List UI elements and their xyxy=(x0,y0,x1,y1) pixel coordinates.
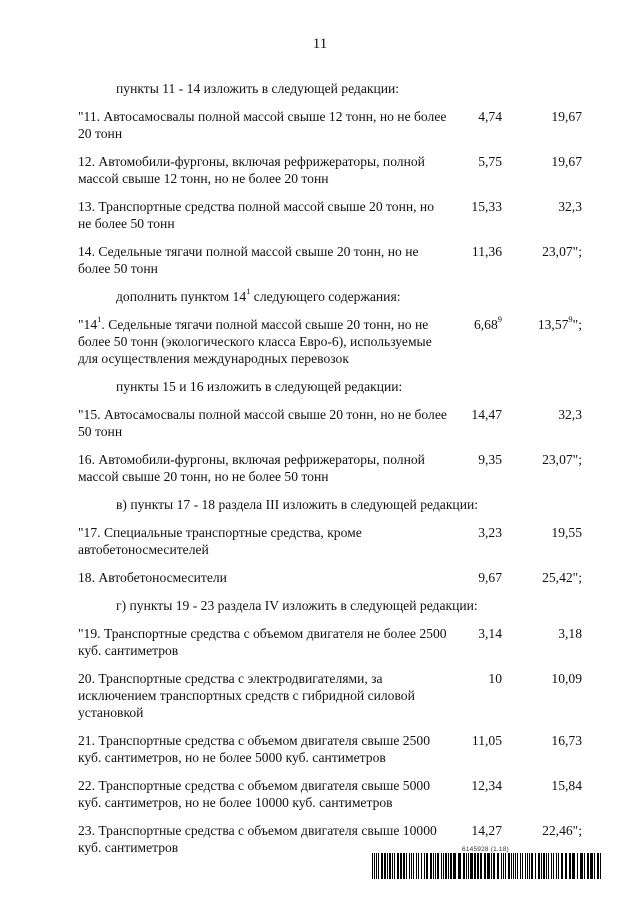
row-value-1: 14,27 xyxy=(471,823,502,838)
superscript: 9 xyxy=(497,314,502,325)
barcode-bar xyxy=(406,853,407,879)
barcode-bar xyxy=(587,853,589,879)
table-row xyxy=(78,314,582,367)
amendment-intro: пункты 15 и 16 изложить в следующей редакции: xyxy=(116,379,403,394)
row-text: 16. Автомобили-фургоны, включая рефрижераторы, полной массой свыше 20 тонн, но не более 50 тонн xyxy=(78,452,425,484)
table-row xyxy=(78,732,582,766)
barcode-bar xyxy=(474,853,476,879)
row-value-1: 3,14 xyxy=(478,626,502,641)
barcode-bar xyxy=(411,853,412,879)
barcode-bar xyxy=(543,853,545,879)
table-row xyxy=(78,569,582,586)
barcode-bar xyxy=(580,853,583,879)
row-value-1: 9,67 xyxy=(478,570,502,585)
barcode-bar xyxy=(541,853,542,879)
barcode-bar xyxy=(525,853,526,879)
row-value-2: 15,84 xyxy=(551,778,582,793)
row-text: 22. Транспортные средства с объемом двигателя свыше 5000 куб. сантиметров, но не более 10000 куб. сантиметров xyxy=(78,778,430,810)
barcode-bar xyxy=(535,853,536,879)
barcode-bar xyxy=(551,853,552,879)
row-value-1: 12,34 xyxy=(471,778,502,793)
row-text: "15. Автосамосвалы полной массой свыше 20 тонн, но не более 50 тонн xyxy=(78,407,447,439)
barcode-bar xyxy=(508,853,510,879)
barcode-bar xyxy=(421,853,422,879)
row-text: 20. Транспортные средства с электродвигателями, за исключением транспортных средств с гибридной силовой установкой xyxy=(78,671,415,720)
barcode-bar xyxy=(426,853,428,879)
row-text: 12. Автомобили-фургоны, включая рефрижераторы, полной массой свыше 12 тонн, но не более 20 тонн xyxy=(78,154,425,186)
barcode-bar xyxy=(424,853,425,879)
barcode-bar xyxy=(484,853,486,879)
barcode-bar xyxy=(505,853,506,879)
barcode-bar xyxy=(448,853,449,879)
row-value-2: 19,67 xyxy=(551,154,582,169)
barcode-bar xyxy=(466,853,467,879)
row-text-body: . Седельные тягачи полной массой свыше 20 тонн, но не более 50 тонн (экологического класса Евро-6), используемые для осуществления международных перевозок xyxy=(78,317,432,366)
row-text: 21. Транспортные средства с объемом двигателя свыше 2500 куб. сантиметров, но не более 5000 куб. сантиметров xyxy=(78,733,430,765)
barcode-bar xyxy=(477,853,479,879)
barcode-bar xyxy=(372,853,373,879)
barcode-bar xyxy=(453,853,456,879)
row-value-1: 11,05 xyxy=(471,733,502,748)
barcode-bar xyxy=(546,853,547,879)
barcode-bar xyxy=(597,853,599,879)
row-value-1: 5,75 xyxy=(478,154,502,169)
barcode-bar xyxy=(387,853,388,879)
superscript: 9 xyxy=(568,314,573,325)
row-value-2: 19,55 xyxy=(551,525,582,540)
row-value-2: 10,09 xyxy=(551,671,582,686)
row-text: 14. Седельные тягачи полной массой свыше 20 тонн, но не более 50 тонн xyxy=(78,244,419,276)
barcode-bar xyxy=(513,853,514,879)
barcode-bar xyxy=(376,853,377,879)
row-value-2: 32,3 xyxy=(558,407,582,422)
barcode-bar xyxy=(389,853,391,879)
barcode-bar xyxy=(392,853,393,879)
barcode-bar xyxy=(458,853,461,879)
barcode-bar xyxy=(553,853,554,879)
barcode-bar xyxy=(445,853,447,879)
barcode-bar xyxy=(470,853,473,879)
table-row xyxy=(78,243,582,277)
row-lead: "14 xyxy=(78,317,98,332)
table-row xyxy=(78,108,582,142)
barcode-bar xyxy=(394,853,395,879)
barcode-bar xyxy=(487,853,490,879)
barcode-bar xyxy=(413,853,414,879)
barcode-bar xyxy=(600,853,601,879)
table-row xyxy=(78,625,582,659)
table-row xyxy=(78,153,582,187)
row-value-2: 19,67 xyxy=(551,109,582,124)
barcode-bar xyxy=(450,853,452,879)
barcode-bar xyxy=(590,853,593,879)
barcode-bar xyxy=(381,853,383,879)
page-number: 11 xyxy=(312,36,328,52)
barcode-caption: 6145928 (1.18) xyxy=(462,846,509,853)
row-text: "11. Автосамосвалы полной массой свыше 12 тонн, но не более 20 тонн xyxy=(78,109,447,141)
barcode-bar xyxy=(594,853,595,879)
barcode-bar xyxy=(501,853,502,879)
value-tail: "; xyxy=(572,317,582,332)
amendment-intro: в) пункты 17 - 18 раздела III изложить в следующей редакции: xyxy=(116,497,479,512)
barcode-bar xyxy=(491,853,492,879)
row-text: "19. Транспортные средства с объемом двигателя не более 2500 куб. сантиметров xyxy=(78,626,447,658)
barcode-bar xyxy=(378,853,379,879)
row-text: "17. Специальные транспортные средства, кроме автобетоносмесителей xyxy=(78,525,362,557)
barcode-bar xyxy=(430,853,432,879)
row-value-2: 32,3 xyxy=(558,199,582,214)
superscript: 1 xyxy=(246,286,251,297)
intro-text: следующего содержания: xyxy=(250,289,401,304)
amendment-intro xyxy=(78,288,558,305)
row-text: 23. Транспортные средства с объемом двигателя свыше 10000 куб. сантиметров xyxy=(78,823,437,855)
barcode-bar xyxy=(538,853,540,879)
barcode-bar xyxy=(493,853,495,879)
row-text xyxy=(78,316,450,367)
row-value-1 xyxy=(456,316,502,333)
row-value-1: 4,74 xyxy=(478,109,502,124)
row-value-1: 11,36 xyxy=(471,244,502,259)
barcode-bar xyxy=(463,853,465,879)
barcode-bar xyxy=(397,853,399,879)
barcode-bar xyxy=(416,853,417,879)
row-text: 18. Автобетоносмесители xyxy=(78,570,227,585)
value: 13,57 xyxy=(537,317,569,332)
row-value-2 xyxy=(512,316,582,333)
barcode-bar xyxy=(503,853,504,879)
barcode-bar xyxy=(443,853,444,879)
barcode-bar xyxy=(520,853,521,879)
barcode-bar xyxy=(480,853,482,879)
row-value-2: 23,07"; xyxy=(542,244,582,259)
table-row xyxy=(78,670,582,721)
table-row xyxy=(78,777,582,811)
barcode-bar xyxy=(418,853,419,879)
row-value-2: 25,42"; xyxy=(542,570,582,585)
barcode-bar xyxy=(435,853,436,879)
row-value-1: 9,35 xyxy=(478,452,502,467)
barcode-bar xyxy=(577,853,578,879)
barcode-icon xyxy=(372,853,602,879)
barcode-bar xyxy=(548,853,549,879)
table-row xyxy=(78,198,582,232)
row-value-1: 3,23 xyxy=(478,525,502,540)
value: 6,68 xyxy=(473,317,498,332)
barcode-bar xyxy=(384,853,386,879)
barcode-bar xyxy=(529,853,530,879)
table-row xyxy=(78,524,582,558)
row-value-1: 14,47 xyxy=(471,407,502,422)
barcode-bar xyxy=(572,853,575,879)
document-body xyxy=(78,80,582,867)
row-value-1: 15,33 xyxy=(471,199,502,214)
barcode-bar xyxy=(565,853,567,879)
barcode-bar xyxy=(403,853,405,879)
table-row xyxy=(78,451,582,485)
barcode-bar xyxy=(584,853,585,879)
barcode-bar xyxy=(558,853,559,879)
row-value-2: 3,18 xyxy=(558,626,582,641)
barcode-bar xyxy=(437,853,439,879)
barcode-bar xyxy=(374,853,375,879)
amendment-intro: пункты 11 - 14 изложить в следующей редакции: xyxy=(116,81,400,96)
row-value-2: 16,73 xyxy=(551,733,582,748)
barcode-bar xyxy=(527,853,528,879)
barcode-bar xyxy=(531,853,533,879)
amendment-intro: г) пункты 19 - 23 раздела IV изложить в следующей редакции: xyxy=(116,598,478,613)
barcode-bar xyxy=(556,853,557,879)
barcode-bar xyxy=(400,853,402,879)
table-row xyxy=(78,406,582,440)
row-text: 13. Транспортные средства полной массой свыше 20 тонн, но не более 50 тонн xyxy=(78,199,434,231)
barcode-bar xyxy=(561,853,563,879)
barcode-bar xyxy=(468,853,469,879)
barcode-bar xyxy=(441,853,442,879)
barcode-bar xyxy=(515,853,516,879)
intro-text: дополнить пунктом 14 xyxy=(116,289,247,304)
row-value-1: 10 xyxy=(488,671,502,686)
barcode-bar xyxy=(522,853,523,879)
barcode-bar xyxy=(497,853,499,879)
barcode-bar xyxy=(511,853,512,879)
barcode-bar xyxy=(409,853,410,879)
barcode-bar xyxy=(517,853,518,879)
barcode-bar xyxy=(433,853,434,879)
row-value-2: 22,46"; xyxy=(542,823,582,838)
barcode-bar xyxy=(569,853,571,879)
superscript: 1 xyxy=(97,314,102,325)
row-value-2: 23,07"; xyxy=(542,452,582,467)
